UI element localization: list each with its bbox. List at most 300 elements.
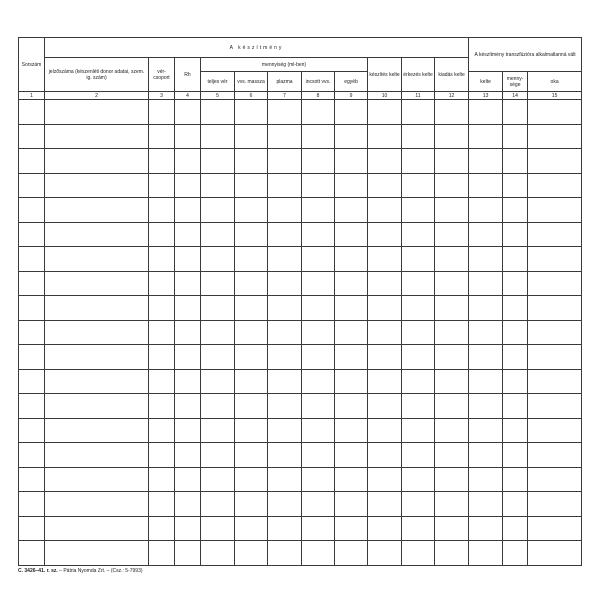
entry-cell[interactable] [235,198,268,223]
entry-cell[interactable] [503,149,528,174]
entry-cell[interactable] [268,100,302,125]
entry-cell[interactable] [149,443,175,468]
entry-cell[interactable] [201,173,235,198]
entry-cell[interactable] [149,100,175,125]
entry-cell[interactable] [335,516,368,541]
form-code: C. 3426–41. r. sz. [18,568,58,574]
entry-cell[interactable] [402,516,435,541]
entry-cell[interactable] [19,394,45,419]
entry-cell[interactable] [45,173,149,198]
entry-cell[interactable] [201,394,235,419]
entry-cell[interactable] [45,369,149,394]
entry-cell[interactable] [302,418,335,443]
entry-cell[interactable] [235,320,268,345]
entry-cell[interactable] [19,271,45,296]
entry-cell[interactable] [368,467,402,492]
entry-cell[interactable] [435,443,469,468]
entry-cell[interactable] [268,198,302,223]
entry-cell[interactable] [469,443,503,468]
entry-cell[interactable] [335,467,368,492]
entry-cell[interactable] [469,247,503,272]
entry-cell[interactable] [503,492,528,517]
table-row [19,369,582,394]
entry-cell[interactable] [528,271,582,296]
entry-cell[interactable] [528,124,582,149]
entry-cell[interactable] [402,418,435,443]
entry-cell[interactable] [175,345,201,370]
header-incsott-vvs: incsott vvs. [302,72,335,92]
entry-cell[interactable] [503,320,528,345]
entry-cell[interactable] [268,369,302,394]
entry-cell[interactable] [302,320,335,345]
entry-cell[interactable] [302,100,335,125]
entry-cell[interactable] [149,247,175,272]
entry-cell[interactable] [402,541,435,566]
entry-cell[interactable] [469,173,503,198]
entry-cell[interactable] [175,492,201,517]
entry-cell[interactable] [368,492,402,517]
entry-cell[interactable] [175,516,201,541]
entry-cell[interactable] [45,394,149,419]
entry-cell[interactable] [268,492,302,517]
entry-cell[interactable] [435,345,469,370]
entry-cell[interactable] [45,541,149,566]
entry-cell[interactable] [402,394,435,419]
entry-cell[interactable] [235,271,268,296]
entry-cell[interactable] [402,222,435,247]
entry-cell[interactable] [528,100,582,125]
entry-cell[interactable] [149,516,175,541]
entry-cell[interactable] [235,369,268,394]
table-row [19,124,582,149]
entry-cell[interactable] [302,467,335,492]
entry-cell[interactable] [235,124,268,149]
entry-cell[interactable] [19,541,45,566]
entry-cell[interactable] [402,443,435,468]
entry-cell[interactable] [19,222,45,247]
entry-cell[interactable] [268,394,302,419]
entry-cell[interactable] [201,467,235,492]
entry-cell[interactable] [268,173,302,198]
entry-cell[interactable] [235,345,268,370]
entry-cell[interactable] [302,296,335,321]
entry-cell[interactable] [469,149,503,174]
entry-cell[interactable] [45,100,149,125]
entry-cell[interactable] [368,369,402,394]
entry-cell[interactable] [19,320,45,345]
entry-cell[interactable] [402,198,435,223]
entry-cell[interactable] [469,394,503,419]
entry-cell[interactable] [435,296,469,321]
entry-cell[interactable] [528,247,582,272]
entry-cell[interactable] [368,394,402,419]
entry-cell[interactable] [149,394,175,419]
entry-cell[interactable] [175,247,201,272]
entry-cell[interactable] [368,198,402,223]
entry-cell[interactable] [149,271,175,296]
entry-cell[interactable] [19,467,45,492]
entry-cell[interactable] [268,149,302,174]
entry-cell[interactable] [335,443,368,468]
entry-cell[interactable] [335,271,368,296]
entry-cell[interactable] [175,541,201,566]
entry-cell[interactable] [201,320,235,345]
entry-cell[interactable] [469,198,503,223]
table-row [19,173,582,198]
entry-cell[interactable] [402,247,435,272]
entry-cell[interactable] [45,271,149,296]
entry-cell[interactable] [19,198,45,223]
entry-cell[interactable] [302,173,335,198]
entry-cell[interactable] [503,198,528,223]
entry-cell[interactable] [201,369,235,394]
column-number: 8 [302,92,335,100]
entry-cell[interactable] [435,467,469,492]
entry-cell[interactable] [528,173,582,198]
entry-cell[interactable] [368,124,402,149]
entry-cell[interactable] [503,124,528,149]
entry-cell[interactable] [469,418,503,443]
column-number: 1 [19,92,45,100]
entry-cell[interactable] [201,149,235,174]
entry-cell[interactable] [402,467,435,492]
entry-cell[interactable] [149,124,175,149]
entry-cell[interactable] [235,296,268,321]
entry-cell[interactable] [302,394,335,419]
entry-cell[interactable] [175,467,201,492]
entry-cell[interactable] [268,345,302,370]
entry-cell[interactable] [528,345,582,370]
entry-cell[interactable] [201,100,235,125]
entry-cell[interactable] [503,271,528,296]
entry-cell[interactable] [45,247,149,272]
entry-cell[interactable] [19,124,45,149]
entry-cell[interactable] [201,516,235,541]
entry-cell[interactable] [201,247,235,272]
entry-cell[interactable] [149,345,175,370]
entry-cell[interactable] [268,418,302,443]
entry-cell[interactable] [402,100,435,125]
entry-cell[interactable] [469,369,503,394]
entry-cell[interactable] [335,418,368,443]
entry-cell[interactable] [175,369,201,394]
entry-cell[interactable] [368,345,402,370]
entry-cell[interactable] [149,198,175,223]
entry-cell[interactable] [402,173,435,198]
entry-cell[interactable] [302,541,335,566]
entry-cell[interactable] [302,516,335,541]
entry-cell[interactable] [19,492,45,517]
table-row [19,222,582,247]
entry-cell[interactable] [19,247,45,272]
entry-cell[interactable] [469,516,503,541]
entry-cell[interactable] [235,100,268,125]
entry-cell[interactable] [268,541,302,566]
entry-cell[interactable] [302,124,335,149]
entry-cell[interactable] [402,320,435,345]
entry-cell[interactable] [402,369,435,394]
entry-cell[interactable] [201,492,235,517]
entry-cell[interactable] [302,271,335,296]
entry-cell[interactable] [175,418,201,443]
entry-cell[interactable] [45,149,149,174]
entry-cell[interactable] [268,296,302,321]
entry-cell[interactable] [175,124,201,149]
entry-cell[interactable] [235,443,268,468]
entry-cell[interactable] [19,345,45,370]
entry-cell[interactable] [45,320,149,345]
entry-cell[interactable] [19,369,45,394]
entry-cell[interactable] [149,418,175,443]
entry-cell[interactable] [402,296,435,321]
entry-cell[interactable] [368,271,402,296]
entry-cell[interactable] [368,247,402,272]
entry-cell[interactable] [469,541,503,566]
entry-cell[interactable] [335,394,368,419]
entry-cell[interactable] [175,394,201,419]
entry-cell[interactable] [235,173,268,198]
entry-cell[interactable] [503,173,528,198]
entry-cell[interactable] [235,516,268,541]
entry-cell[interactable] [368,100,402,125]
entry-cell[interactable] [335,320,368,345]
table-row [19,100,582,125]
entry-cell[interactable] [175,222,201,247]
entry-cell[interactable] [175,271,201,296]
entry-cell[interactable] [335,296,368,321]
entry-cell[interactable] [402,271,435,296]
entry-cell[interactable] [435,222,469,247]
entry-cell[interactable] [335,173,368,198]
entry-cell[interactable] [435,320,469,345]
entry-cell[interactable] [45,345,149,370]
entry-cell[interactable] [201,443,235,468]
entry-cell[interactable] [503,443,528,468]
entry-cell[interactable] [469,271,503,296]
entry-cell[interactable] [435,541,469,566]
entry-cell[interactable] [368,541,402,566]
entry-cell[interactable] [201,222,235,247]
entry-cell[interactable] [19,443,45,468]
column-number: 10 [368,92,402,100]
entry-cell[interactable] [175,100,201,125]
entry-cell[interactable] [302,222,335,247]
entry-cell[interactable] [335,222,368,247]
entry-cell[interactable] [201,124,235,149]
entry-cell[interactable] [175,173,201,198]
entry-cell[interactable] [268,443,302,468]
entry-cell[interactable] [149,492,175,517]
entry-cell[interactable] [335,247,368,272]
entry-cell[interactable] [402,149,435,174]
entry-cell[interactable] [149,541,175,566]
entry-cell[interactable] [528,198,582,223]
entry-cell[interactable] [469,100,503,125]
header-keszitmeny: A készítmény [45,38,469,58]
entry-cell[interactable] [528,222,582,247]
entry-cell[interactable] [368,516,402,541]
entry-cell[interactable] [435,247,469,272]
entry-cell[interactable] [528,541,582,566]
entry-cell[interactable] [201,345,235,370]
entry-cell[interactable] [268,271,302,296]
entry-cell[interactable] [302,492,335,517]
entry-cell[interactable] [469,222,503,247]
entry-cell[interactable] [45,443,149,468]
entry-cell[interactable] [368,443,402,468]
entry-cell[interactable] [268,467,302,492]
entry-cell[interactable] [503,345,528,370]
entry-cell[interactable] [201,541,235,566]
entry-cell[interactable] [528,516,582,541]
entry-cell[interactable] [149,222,175,247]
entry-cell[interactable] [528,320,582,345]
entry-cell[interactable] [45,516,149,541]
entry-cell[interactable] [368,418,402,443]
entry-cell[interactable] [19,100,45,125]
entry-cell[interactable] [235,247,268,272]
entry-cell[interactable] [268,222,302,247]
entry-cell[interactable] [469,296,503,321]
entry-cell[interactable] [19,516,45,541]
entry-cell[interactable] [235,418,268,443]
column-number: 6 [235,92,268,100]
entry-cell[interactable] [469,492,503,517]
entry-cell[interactable] [302,369,335,394]
entry-cell[interactable] [149,467,175,492]
entry-cell[interactable] [235,222,268,247]
entry-cell[interactable] [149,173,175,198]
entry-cell[interactable] [335,492,368,517]
entry-cell[interactable] [469,467,503,492]
entry-cell[interactable] [45,418,149,443]
entry-cell[interactable] [368,173,402,198]
entry-cell[interactable] [149,149,175,174]
entry-cell[interactable] [235,541,268,566]
entry-cell[interactable] [435,173,469,198]
entry-cell[interactable] [528,443,582,468]
entry-cell[interactable] [45,296,149,321]
entry-cell[interactable] [335,541,368,566]
entry-cell[interactable] [402,124,435,149]
entry-cell[interactable] [469,320,503,345]
entry-cell[interactable] [435,418,469,443]
entry-cell[interactable] [435,394,469,419]
entry-cell[interactable] [503,222,528,247]
entry-cell[interactable] [201,198,235,223]
entry-cell[interactable] [503,418,528,443]
entry-cell[interactable] [335,124,368,149]
entry-cell[interactable] [503,369,528,394]
entry-cell[interactable] [175,320,201,345]
table-row [19,394,582,419]
entry-cell[interactable] [503,467,528,492]
entry-cell[interactable] [335,149,368,174]
entry-cell[interactable] [45,467,149,492]
entry-cell[interactable] [503,100,528,125]
entry-cell[interactable] [268,320,302,345]
entry-cell[interactable] [268,516,302,541]
entry-cell[interactable] [302,443,335,468]
entry-cell[interactable] [335,100,368,125]
entry-cell[interactable] [19,173,45,198]
entry-cell[interactable] [235,394,268,419]
entry-cell[interactable] [302,247,335,272]
entry-cell[interactable] [503,516,528,541]
entry-cell[interactable] [335,345,368,370]
entry-cell[interactable] [175,443,201,468]
entry-cell[interactable] [528,149,582,174]
entry-cell[interactable] [368,149,402,174]
entry-cell[interactable] [268,247,302,272]
entry-cell[interactable] [175,296,201,321]
entry-cell[interactable] [235,149,268,174]
entry-cell[interactable] [528,296,582,321]
entry-cell[interactable] [368,296,402,321]
entry-cell[interactable] [469,345,503,370]
entry-cell[interactable] [175,149,201,174]
entry-cell[interactable] [469,124,503,149]
entry-cell[interactable] [19,149,45,174]
entry-cell[interactable] [149,296,175,321]
entry-cell[interactable] [435,271,469,296]
entry-cell[interactable] [503,394,528,419]
entry-cell[interactable] [335,369,368,394]
entry-cell[interactable] [435,516,469,541]
entry-cell[interactable] [528,369,582,394]
entry-cell[interactable] [45,492,149,517]
entry-cell[interactable] [201,271,235,296]
entry-cell[interactable] [435,100,469,125]
entry-cell[interactable] [435,369,469,394]
entry-cell[interactable] [149,369,175,394]
entry-cell[interactable] [201,418,235,443]
entry-cell[interactable] [45,222,149,247]
column-number: 12 [435,92,469,100]
entry-cell[interactable] [45,198,149,223]
entry-cell[interactable] [435,198,469,223]
entry-cell[interactable] [201,296,235,321]
entry-cell[interactable] [175,198,201,223]
entry-cell[interactable] [435,149,469,174]
entry-cell[interactable] [268,124,302,149]
entry-cell[interactable] [528,394,582,419]
entry-cell[interactable] [302,345,335,370]
entry-cell[interactable] [335,198,368,223]
entry-cell[interactable] [503,247,528,272]
entry-cell[interactable] [503,296,528,321]
entry-cell[interactable] [402,345,435,370]
entry-cell[interactable] [149,320,175,345]
entry-cell[interactable] [528,492,582,517]
entry-cell[interactable] [235,467,268,492]
entry-cell[interactable] [302,198,335,223]
entry-cell[interactable] [528,467,582,492]
entry-cell[interactable] [528,418,582,443]
entry-cell[interactable] [435,124,469,149]
entry-cell[interactable] [402,492,435,517]
entry-cell[interactable] [368,320,402,345]
entry-cell[interactable] [503,541,528,566]
entry-cell[interactable] [235,492,268,517]
entry-cell[interactable] [435,492,469,517]
table-row [19,296,582,321]
entry-cell[interactable] [45,124,149,149]
entry-cell[interactable] [19,296,45,321]
entry-cell[interactable] [19,418,45,443]
entry-cell[interactable] [302,149,335,174]
entry-cell[interactable] [368,222,402,247]
